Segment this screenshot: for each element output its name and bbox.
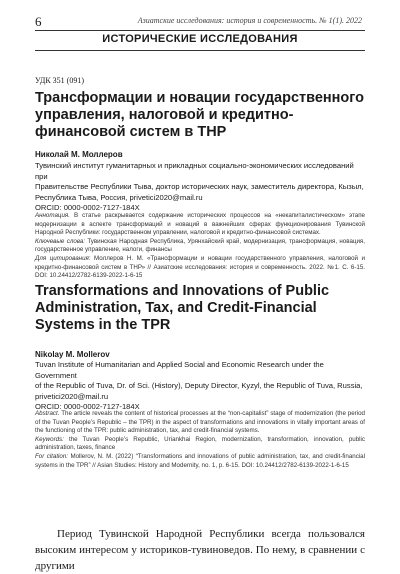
en-abstract-text: The article reveals the content of historical processes at the “non-capitalist” stage of modernization (the period of the Tuvan People’s Republic – the TPR) in the aspect of transformations and innovations in vitally important areas of the functioning of the TPR: public administration, tax, and credit-financial systems. bbox=[35, 410, 365, 435]
en-title: Transformations and Innovations of Public Administration, Tax, and Credit-Financial Systems in the TPR bbox=[35, 283, 330, 333]
section-title: ИСТОРИЧЕСКИЕ ИССЛЕДОВАНИЯ bbox=[102, 33, 298, 45]
ru-affiliation-line: Тувинский институт гуманитарных и прикладных социально-экономических исследований при bbox=[35, 161, 354, 181]
en-abstract bbox=[35, 410, 365, 436]
ru-affiliation bbox=[35, 161, 365, 214]
header-rule bbox=[35, 30, 365, 31]
ru-keywords-label: Ключевые слова: bbox=[35, 237, 86, 245]
en-author: Nikolay M. Mollerov bbox=[35, 350, 110, 359]
ru-orcid: ORCID: 0000-0002-7127-184X bbox=[35, 203, 140, 212]
ru-abstract-label: Аннотация. bbox=[35, 212, 70, 219]
journal-header: Азиатские исследования: история и современность. № 1(1). 2022 bbox=[137, 16, 362, 25]
en-keywords bbox=[35, 436, 365, 453]
ru-title: Трансформации и новации государственного управления, налоговой и кредитно-финансовой систем в ТНР bbox=[35, 90, 364, 140]
en-affiliation bbox=[35, 360, 365, 413]
ru-citation-label: Для цитирования: bbox=[35, 254, 91, 262]
en-citation bbox=[35, 453, 365, 470]
ru-affiliation-line: Республика Тыва, Россия, privetici2020@mail.ru bbox=[35, 192, 203, 202]
en-orcid: ORCID: 0000-0002-7127-184X bbox=[35, 402, 140, 411]
ru-citation-text: Моллеров Н. М. «Трансформации и новации государственного управления, налоговой и кредитно-финансовой систем в ТНР» // Азиатские исследования: история и современность. 2022. №1. С. 6-15. DOI: 10.24412/2782-6139-2022-1-6-15 bbox=[35, 254, 365, 280]
page-number: 6 bbox=[35, 14, 42, 29]
body-paragraph: Период Тувинской Народной Республики всегда пользовался высоким интересом у историков-тувиноведов. По нему, в сравнении с другими bbox=[35, 528, 365, 572]
section-rule bbox=[35, 50, 365, 51]
en-abstract-label: Abstract. bbox=[35, 410, 60, 417]
en-affiliation-line: Tuvan Institute of Humanitarian and Applied Social and Economic Research under the Government bbox=[35, 360, 324, 380]
en-affiliation-line: of the Republic of Tuva, Dr. of Sci. (History), Deputy Director, Kyzyl, the Republic of Tuva, Russia, bbox=[35, 381, 363, 390]
ru-abstract bbox=[35, 212, 365, 238]
ru-author: Николай М. Моллеров bbox=[35, 150, 123, 159]
ru-affiliation-line: Правительстве Республики Тыва, доктор исторических наук, заместитель директора, Кызыл, bbox=[35, 182, 364, 191]
en-citation-label: For citation: bbox=[35, 452, 69, 460]
ru-citation bbox=[35, 255, 365, 281]
en-keywords-label: Keywords: bbox=[35, 435, 64, 443]
udc-code: УДК 351 (091) bbox=[35, 76, 84, 85]
en-keywords-text: the Tuvan People’s Republic, Uriankhai Region, modernization, transformation, innovation, public administration, taxes, finance bbox=[35, 435, 365, 452]
ru-abstract-text: В статье раскрывается содержание исторических процессов на «некапиталистическом» этапе модернизации в аспекте трансформаций и новаций в важнейших сферах функционирования Тувинской Народной Республики: государственном управлении, налоговой и кредитно-финансовой системах. bbox=[35, 212, 365, 237]
en-abstract-block bbox=[35, 410, 365, 470]
en-affiliation-line: privetici2020@mail.ru bbox=[35, 391, 109, 401]
ru-keywords bbox=[35, 238, 365, 255]
ru-keywords-text: Тувинская Народная Республика, Урянхайский край, модернизация, трансформация, новация, государственное управление, налоги, финансы bbox=[35, 237, 365, 254]
en-citation-text: Mollerov, N. M. (2022) “Transformations and innovations of public administration, tax, and credit-financial systems in the TPR” // Asian Studies: History and Modernity, no. 1, p. 6-15. DOI: 10.24412/2782-6139-2022-1-6-15 bbox=[35, 452, 365, 469]
ru-abstract-block bbox=[35, 212, 365, 281]
